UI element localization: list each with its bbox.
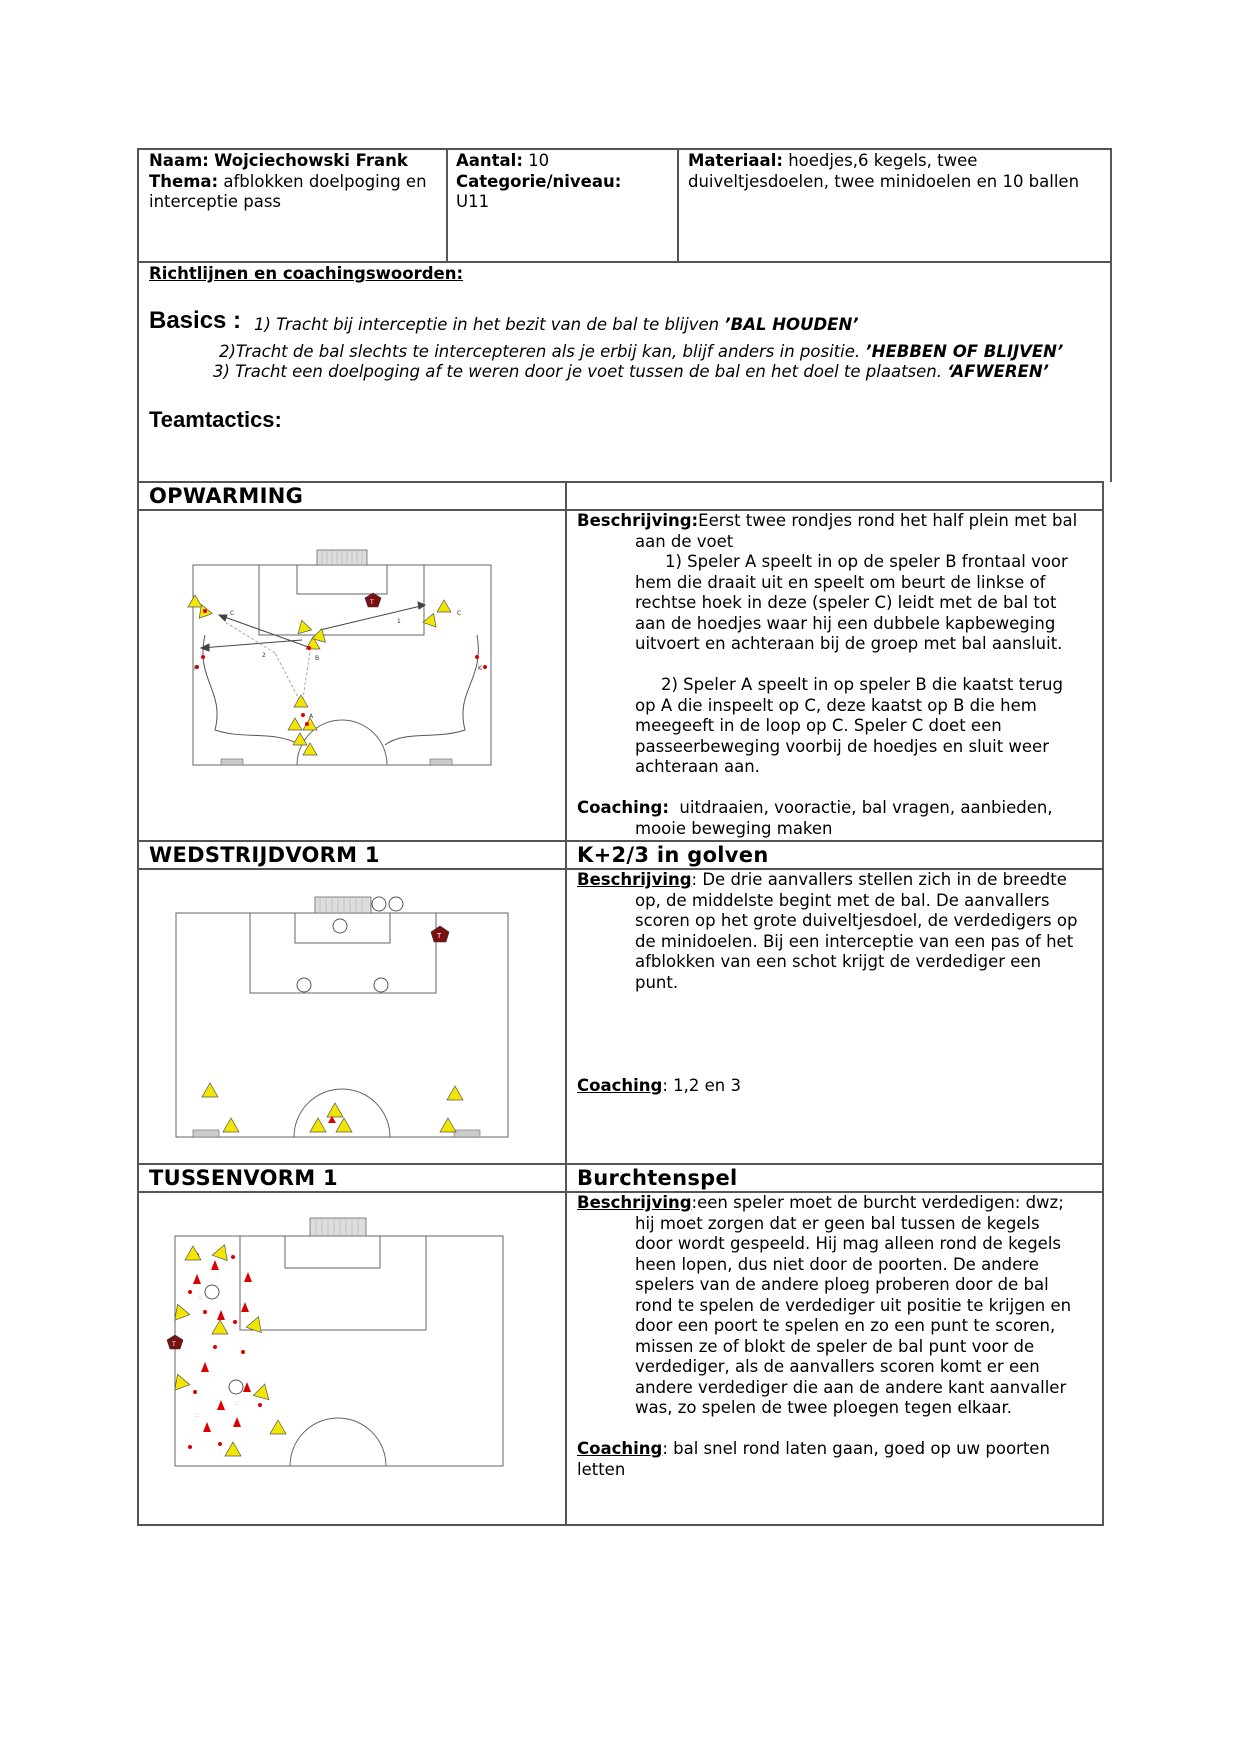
- diagram-label-k: K: [478, 665, 482, 672]
- tussenvorm-desc-line: andere verdediger die aan de andere kant aanvaller: [635, 1377, 1067, 1397]
- diagram-label-a: A: [309, 713, 314, 720]
- minigoal-icon: [193, 1130, 219, 1137]
- minigoal-icon: [430, 759, 452, 765]
- kegels: [193, 1260, 252, 1432]
- tussenvorm-desc-line: missen ze of blokt de speler de bal punt voor de: [635, 1336, 1035, 1356]
- wedstrijdvorm-desc-line: op, de middelste begint met de bal. De aanvallers: [635, 890, 1050, 910]
- tussenvorm-desc-first: :een speler moet de burcht verdedigen: dwz;: [691, 1193, 1064, 1212]
- categorie-label: Categorie/niveau:: [456, 171, 622, 191]
- wedstrijdvorm-desc-line: afblokken van een schot krijgt de verdediger een: [635, 952, 1042, 971]
- wedstrijdvorm-diagram: [170, 893, 515, 1145]
- cone-icon: [185, 1246, 201, 1260]
- opwarming-coaching-second: mooie beweging maken: [635, 818, 833, 838]
- header-aantal-cell: [456, 151, 671, 213]
- thema-label: Thema:: [149, 171, 219, 191]
- opwarming-desc-line: achteraan aan.: [635, 757, 760, 776]
- cone-icon: [253, 1382, 272, 1400]
- header-naam-cell: [149, 151, 439, 213]
- opwarming-coaching-first: uitdraaien, vooractie, bal vragen, aanbieden,: [679, 798, 1053, 817]
- goal-icon: [310, 1218, 366, 1236]
- section-subtitle-tussenvorm: Burchtenspel: [577, 1166, 738, 1190]
- cone-icon: [327, 1103, 343, 1117]
- cone-icon: [437, 600, 451, 612]
- opwarming-desc-label: Beschrijving:: [577, 511, 699, 530]
- categorie-value: U11: [456, 192, 490, 211]
- cone-icon: [440, 1118, 456, 1132]
- cone-icon: [336, 1118, 352, 1132]
- basics-label: Basics :: [149, 307, 242, 334]
- table-border-left: [137, 148, 139, 1526]
- svg-text:::: ::: [235, 1400, 240, 1407]
- tussenvorm-desc-line: spelers van de andere ploeg proberen door de bal: [635, 1275, 1049, 1294]
- diagram-label-1: 1: [397, 618, 401, 625]
- wedstrijdvorm-desc-label: Beschrijving: [577, 870, 692, 889]
- ball-icon: [333, 919, 347, 933]
- teamtactics-label: Teamtactics:: [149, 407, 282, 432]
- aantal-label: Aantal:: [456, 151, 523, 170]
- cone-icon: [295, 618, 312, 633]
- trainer-label: T: [437, 932, 442, 940]
- cone-icon: [223, 1118, 239, 1132]
- svg-text:::: ::: [195, 1412, 200, 1419]
- cone-icon: [270, 1420, 286, 1434]
- tussen-top-border: [137, 1163, 1104, 1165]
- cone-icon: [310, 1118, 326, 1132]
- cone-icon: [212, 1320, 228, 1334]
- guidelines-bottom-border: [137, 481, 1104, 483]
- ball-icon: [205, 1285, 219, 1299]
- tussenvorm-desc-line: was, zo spelen de twee ploegen tegen elkaar.: [635, 1398, 1013, 1417]
- ball-icon: [229, 1380, 243, 1394]
- ball-icon: [372, 897, 386, 911]
- basics-item-2: [219, 342, 1063, 363]
- header-divider-2: [677, 148, 679, 262]
- diagram-label-c: C: [230, 610, 235, 617]
- cone-icon: [188, 595, 202, 607]
- materiaal-label: Materiaal:: [688, 151, 783, 170]
- wedstrijdvorm-desc-first: : De drie aanvallers stellen zich in de breedte: [691, 870, 1067, 889]
- wedstrijdvorm-description: [577, 870, 1093, 993]
- cone-icon: [212, 1242, 232, 1261]
- wedstrijd-top-border: [137, 840, 1104, 842]
- thema-value: afblokken doelpoging en interceptie pass: [149, 171, 427, 211]
- cone-icon: [423, 611, 440, 627]
- materiaal-value: hoedjes,6 kegels, twee duiveltjesdoelen, twee minidoelen en 10 ballen: [688, 151, 1080, 191]
- tussenvorm-desc-line: rond te spelen de verdediger uit positie te krijgen en: [635, 1295, 1072, 1315]
- wedstrijdvorm-coaching: [577, 1076, 741, 1097]
- naam-value: Wojciechowski Frank: [214, 151, 408, 170]
- ball-icon: [389, 897, 403, 911]
- minigoal-icon: [454, 1130, 480, 1137]
- table-border-bottom: [137, 1524, 1104, 1526]
- cone-icon: [288, 718, 302, 730]
- naam-label: Naam:: [149, 151, 209, 170]
- table-border-top: [137, 148, 1112, 150]
- opwarming-desc-line: passeerbeweging voorbij de hoedjes en sluit weer: [635, 736, 1049, 756]
- svg-text:::: ::: [198, 1294, 203, 1301]
- opwarming-desc-line: rechtse hoek in deze (speler C) leidt met de bal tot: [635, 593, 1057, 612]
- wedstrijdvorm-desc-line: de minidoelen. Bij een interceptie van een pas of het: [635, 931, 1074, 951]
- tussenvorm-coaching-label: Coaching: [577, 1439, 663, 1458]
- section-title-opwarming: OPWARMING: [149, 484, 304, 508]
- diagram-label-p: P: [194, 665, 198, 672]
- wedstrijdvorm-desc-line: punt.: [635, 972, 679, 992]
- header-bottom-border: [137, 261, 1112, 263]
- tussenvorm-desc-line: door wordt gespeeld. Hij mag alleen rond de kegels: [635, 1234, 1062, 1253]
- opwarming-desc-line: hem die draait uit en speelt om beurt de linkse of: [635, 572, 1046, 592]
- cone-icon: [447, 1086, 463, 1100]
- diagram-label-b: B: [315, 655, 320, 662]
- cone-icon: [202, 1083, 218, 1097]
- opwarming-coaching-label: Coaching:: [577, 798, 669, 817]
- table-border-right-top: [1110, 148, 1112, 482]
- trainer-label: T: [370, 599, 374, 606]
- header-materiaal-cell: [688, 151, 1098, 192]
- tussenvorm-diagram: [165, 1212, 515, 1470]
- cone-icon: [170, 1302, 190, 1321]
- tussenvorm-coaching-first: : bal snel rond laten gaan, goed op uw poorten: [662, 1439, 1050, 1458]
- wedstrijdvorm-desc-line: scoren op het grote duiveltjesdoel, de verdedigers op: [635, 911, 1078, 930]
- opwarming-diagram: [185, 540, 500, 775]
- opwarming-desc-line: aan de voet: [635, 531, 734, 551]
- cone-icon: [170, 1372, 190, 1391]
- guidelines-title: Richtlijnen en coachingswoorden:: [149, 264, 464, 283]
- basics-item-2-text: 2)Tracht de bal slechts te intercepteren als je erbij kan, blijf anders in positie.: [219, 342, 861, 361]
- basics-item-3-text: 3) Tracht een doelpoging af te weren door je voet tussen de bal en het doel te plaatsen.: [213, 362, 942, 381]
- opwarming-description: [577, 511, 1097, 839]
- opwarming-desc-line: op A die inspeelt op C, deze kaatst op B die hem: [635, 695, 1037, 715]
- diagram-label-2: 2: [262, 652, 266, 659]
- opwarming-desc-line: 2) Speler A speelt in op speler B die kaatst terug: [661, 675, 1063, 694]
- ball-icon: [297, 978, 311, 992]
- trainer-label: T: [172, 1341, 176, 1348]
- opwarming-desc-line: 1) Speler A speelt in op de speler B frontaal voor: [665, 552, 1068, 571]
- section-subtitle-wedstrijdvorm: K+2/3 in golven: [577, 843, 769, 867]
- tussenvorm-desc-line: door een poort te spelen en zo een punt te scoren,: [635, 1316, 1056, 1335]
- wedstrijdvorm-coaching-first: : 1,2 en 3: [662, 1076, 741, 1095]
- header-divider-1: [446, 148, 448, 262]
- table-border-right: [1102, 481, 1104, 1526]
- ball-icon: [374, 978, 388, 992]
- minigoal-icon: [221, 759, 243, 765]
- tussenvorm-desc-line: hij moet zorgen dat er geen bal tussen de kegels: [635, 1213, 1040, 1233]
- basics-item-1-keyword: ’BAL HOUDEN’: [724, 315, 859, 334]
- tussenvorm-desc-label: Beschrijving: [577, 1193, 692, 1212]
- opwarming-desc-line: uitvoert en achteraan bij de groep met bal aansluit.: [635, 634, 1063, 653]
- wedstrijdvorm-coaching-label: Coaching: [577, 1076, 663, 1095]
- diagram-label-c: C: [457, 610, 462, 617]
- opwarming-desc-line: meegeeft in de loop op C. Speler C doet een: [635, 716, 1002, 735]
- section-col-divider: [565, 481, 567, 1526]
- opwarming-desc-line: aan de hoedjes waar hij een dubbele kapbeweging: [635, 613, 1056, 633]
- basics-item-1: [254, 315, 859, 336]
- tussenvorm-coaching-second: letten: [577, 1459, 626, 1479]
- goal-icon: [315, 897, 371, 913]
- cone-icon: [225, 1442, 241, 1456]
- section-title-tussenvorm: TUSSENVORM 1: [149, 1166, 338, 1190]
- opwarming-desc-first: Eerst twee rondjes rond het half plein met bal: [698, 511, 1078, 530]
- basics-item-3: [213, 362, 1049, 383]
- cone-icon: [294, 695, 308, 707]
- tussenvorm-desc-line: heen lopen, dus niet door de poorten. De andere: [635, 1254, 1039, 1274]
- tussenvorm-desc-line: verdediger, als de aanvallers scoren komt er een: [635, 1357, 1040, 1376]
- section-title-wedstrijdvorm: WEDSTRIJDVORM 1: [149, 843, 380, 867]
- basics-item-3-keyword: ‘AFWEREN’: [947, 362, 1049, 381]
- basics-item-1-text: 1) Tracht bij interceptie in het bezit van de bal te blijven: [254, 315, 720, 334]
- aantal-value: 10: [528, 151, 550, 170]
- tussenvorm-description: [577, 1193, 1093, 1480]
- basics-item-2-keyword: ’HEBBEN OF BLIJVEN’: [865, 342, 1064, 361]
